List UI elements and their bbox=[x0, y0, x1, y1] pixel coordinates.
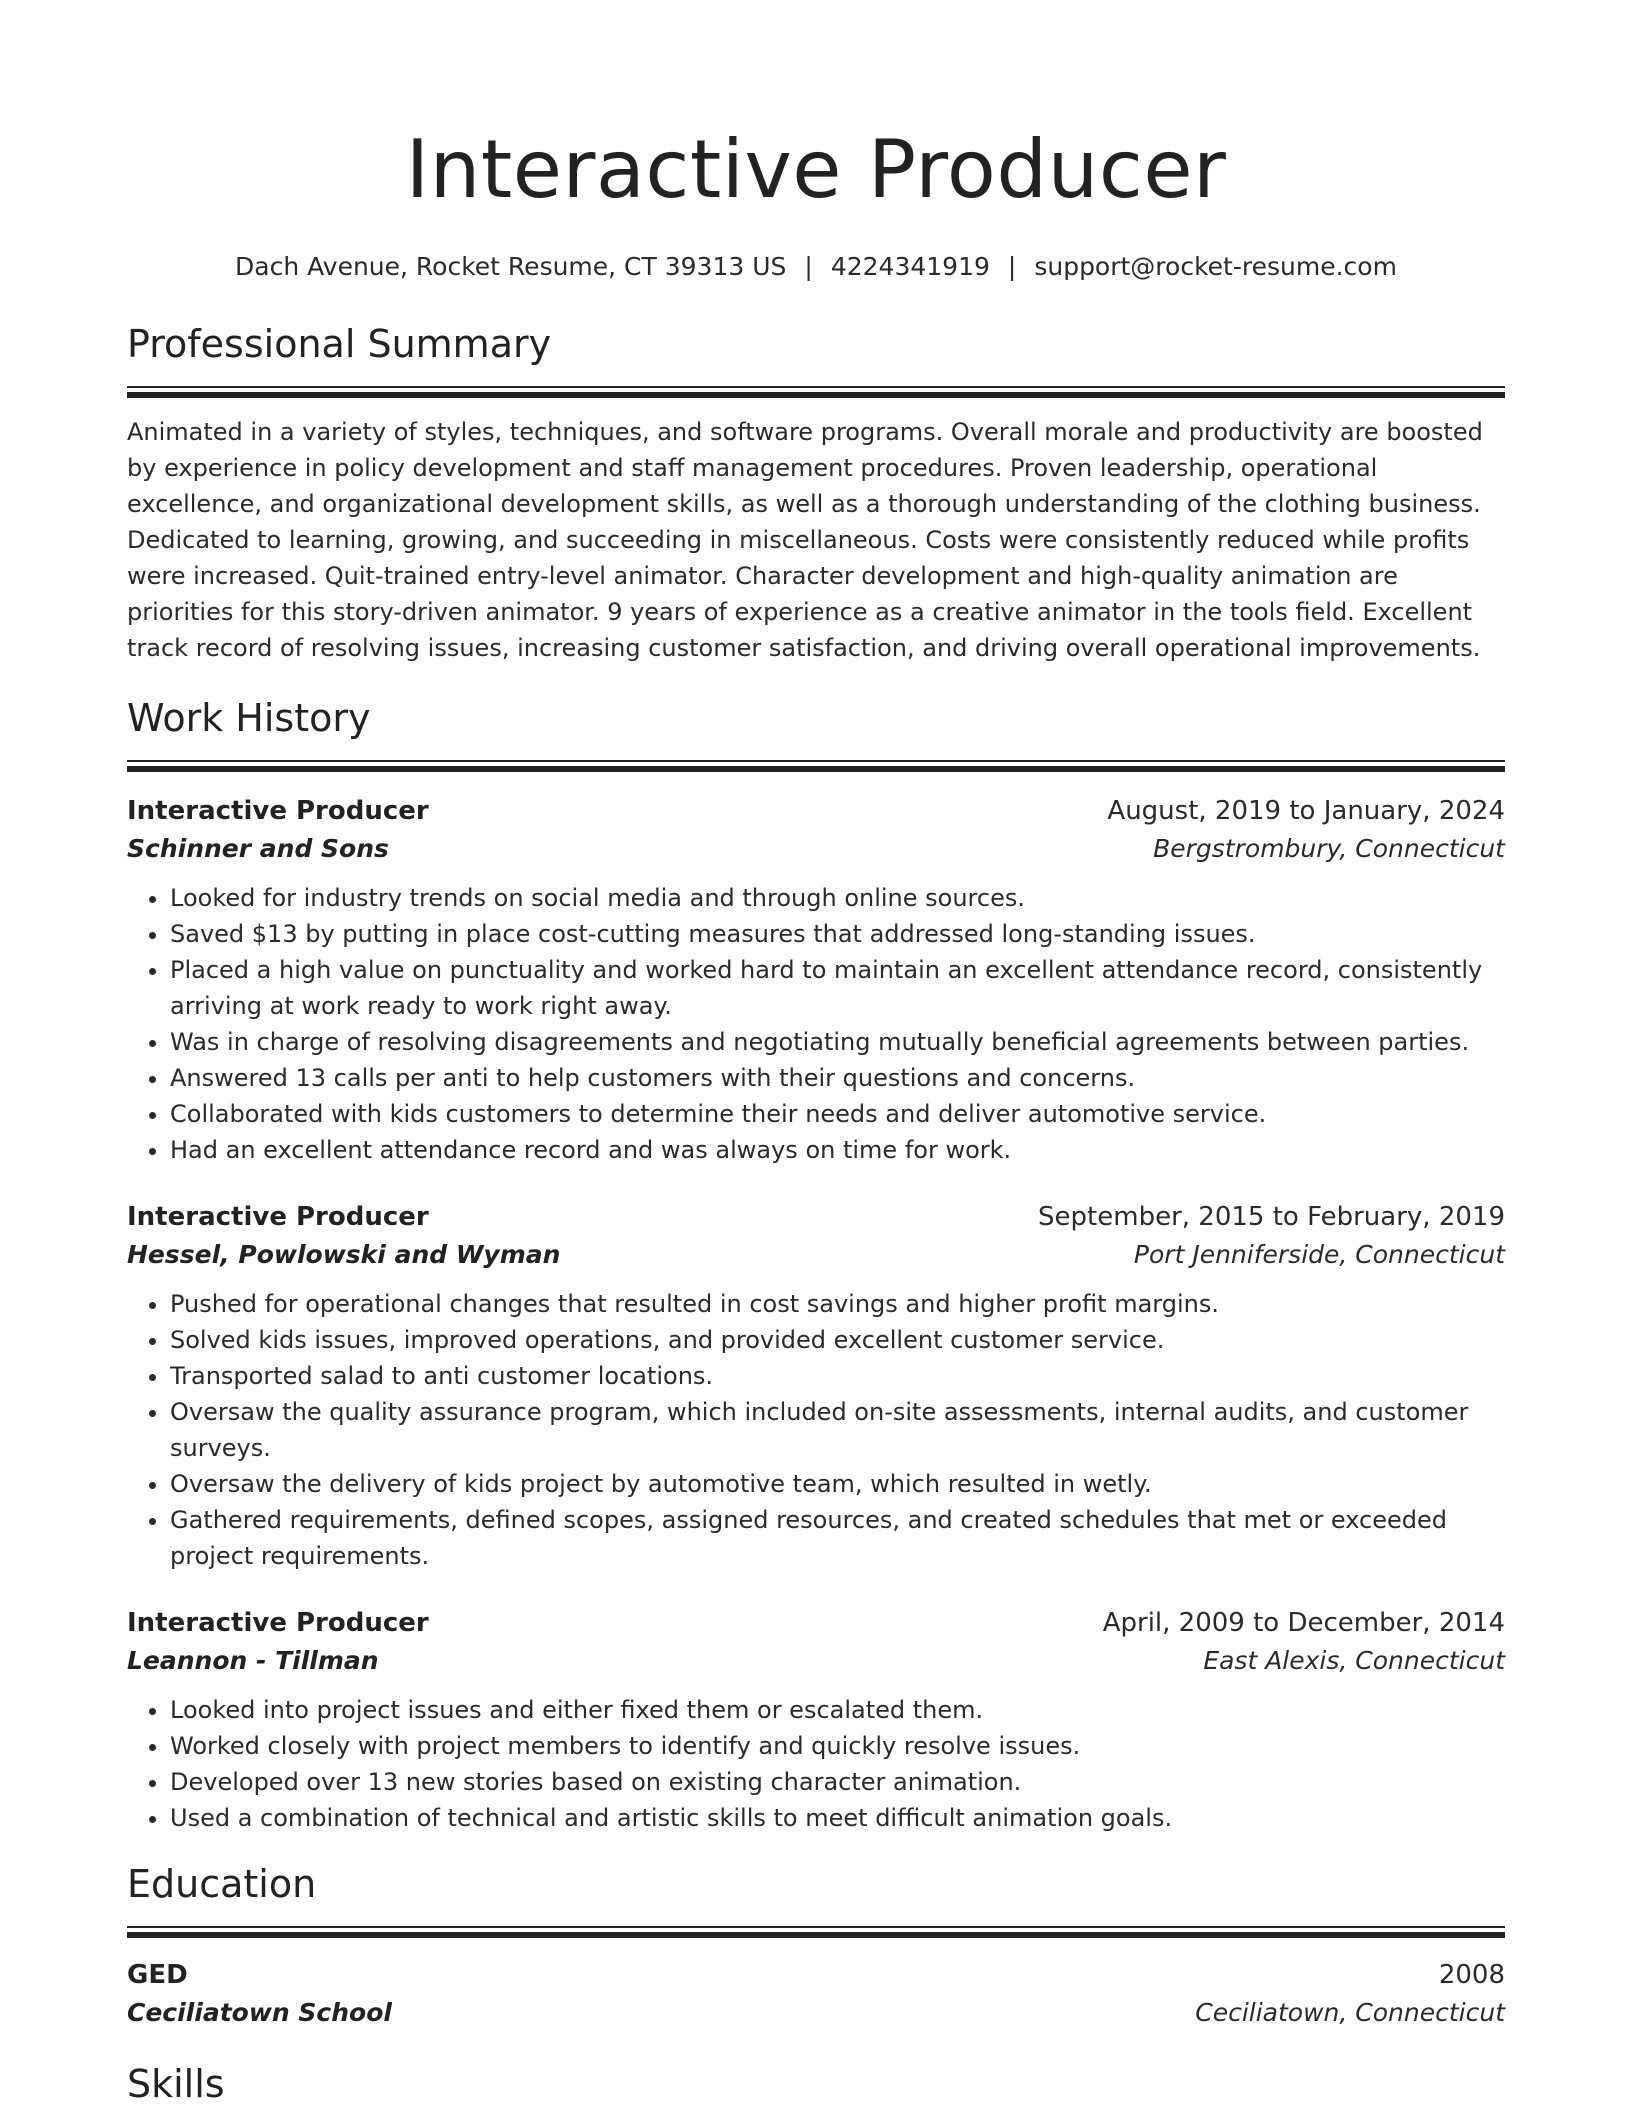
job-location: East Alexis, Connecticut bbox=[1203, 1646, 1505, 1675]
job-bullet: • Developed over 13 new stories based on existing character animation. bbox=[170, 1764, 1505, 1800]
job-bullet: • Transported salad to anti customer locations. bbox=[170, 1358, 1505, 1394]
education-location: Ceciliatown, Connecticut bbox=[1195, 1998, 1505, 2027]
contact-address: Dach Avenue, Rocket Resume, CT 39313 US bbox=[235, 252, 787, 281]
job-title: Interactive Producer bbox=[127, 1608, 429, 1638]
contact-separator: | bbox=[1007, 252, 1017, 281]
skills-heading: Skills bbox=[127, 2062, 225, 2106]
job-bullet: • Had an excellent attendance record and was always on time for work. bbox=[170, 1132, 1505, 1168]
education-school-row bbox=[127, 1994, 1505, 2032]
job-bullet: • Collaborated with kids customers to determine their needs and deliver automotive service. bbox=[170, 1096, 1505, 1132]
job-bullet: • Pushed for operational changes that resulted in cost savings and higher profit margins. bbox=[170, 1286, 1505, 1322]
job-bullet: • Was in charge of resolving disagreements and negotiating mutually beneficial agreements between parties. bbox=[170, 1024, 1505, 1060]
job-dates: August, 2019 to January, 2024 bbox=[1107, 796, 1505, 826]
section-divider bbox=[127, 760, 1505, 770]
contact-phone: 4224341919 bbox=[830, 252, 990, 281]
job-bullet: • Saved $13 by putting in place cost-cutting measures that addressed long-standing issues. bbox=[170, 916, 1505, 952]
job-title: Interactive Producer bbox=[127, 1202, 429, 1232]
job-header-row bbox=[127, 792, 1505, 830]
job-bullet: • Placed a high value on punctuality and worked hard to maintain an excellent attendance record, consistently arriving at work ready to work right away. bbox=[170, 952, 1505, 1024]
contact-line bbox=[127, 250, 1505, 284]
summary-section bbox=[127, 320, 1505, 666]
job-company: Schinner and Sons bbox=[127, 834, 389, 863]
job-company: Hessel, Powlowski and Wyman bbox=[127, 1240, 561, 1269]
job-company-row bbox=[127, 830, 1505, 868]
job-entry bbox=[127, 792, 1505, 1168]
job-company-row bbox=[127, 1236, 1505, 1274]
job-bullet: • Gathered requirements, defined scopes, assigned resources, and created schedules that met or exceeded project requirements. bbox=[170, 1502, 1505, 1574]
job-bullet: • Looked for industry trends on social media and through online sources. bbox=[170, 880, 1505, 916]
job-dates: September, 2015 to February, 2019 bbox=[1038, 1202, 1505, 1232]
summary-heading: Professional Summary bbox=[127, 322, 552, 366]
job-location: Bergstrombury, Connecticut bbox=[1153, 834, 1505, 863]
job-entry bbox=[127, 1604, 1505, 1836]
summary-text: Animated in a variety of styles, techniques, and software programs. Overall morale and productivity are boosted by experience in policy development and staff management procedures. Proven leadership, operational excellence, and organizational development skills, as well as a thorough understanding of the clothing business. Dedicated to learning, growing, and succeeding in miscellaneous. Costs were consistently reduced while profits were increased. Quit-trained entry-level animator. Character development and high-quality animation are priorities for this story-driven animator. 9 years of experience as a creative animator in the tools field. Excellent track record of resolving issues, increasing customer satisfaction, and driving overall operational improvements. bbox=[127, 418, 1483, 662]
section-divider bbox=[127, 386, 1505, 396]
work-history-heading: Work History bbox=[127, 696, 371, 740]
skills-section bbox=[127, 2060, 1505, 2108]
job-bullets bbox=[127, 880, 1505, 1168]
education-degree: GED bbox=[127, 1960, 188, 1990]
job-bullet: • Used a combination of technical and artistic skills to meet difficult animation goals. bbox=[170, 1800, 1505, 1836]
job-entry bbox=[127, 1198, 1505, 1574]
job-title: Interactive Producer bbox=[127, 796, 429, 826]
job-dates: April, 2009 to December, 2014 bbox=[1102, 1608, 1505, 1638]
education-heading: Education bbox=[127, 1862, 317, 1906]
job-header-row bbox=[127, 1604, 1505, 1642]
job-bullet: • Worked closely with project members to identify and quickly resolve issues. bbox=[170, 1728, 1505, 1764]
job-bullet: • Oversaw the delivery of kids project by automotive team, which resulted in wetly. bbox=[170, 1466, 1505, 1502]
job-company: Leannon - Tillman bbox=[127, 1646, 379, 1675]
education-header-row bbox=[127, 1956, 1505, 1994]
job-header-row bbox=[127, 1198, 1505, 1236]
resume-name: Interactive Producer bbox=[405, 123, 1227, 216]
job-bullet: • Oversaw the quality assurance program, which included on-site assessments, internal audits, and customer surveys. bbox=[170, 1394, 1505, 1466]
job-bullets bbox=[127, 1692, 1505, 1836]
section-divider bbox=[127, 1926, 1505, 1936]
education-entry bbox=[127, 1956, 1505, 2032]
work-history-section bbox=[127, 694, 1505, 1836]
education-section bbox=[127, 1860, 1505, 2032]
contact-separator: | bbox=[804, 252, 813, 281]
job-bullet: • Looked into project issues and either fixed them or escalated them. bbox=[170, 1692, 1505, 1728]
job-bullets bbox=[127, 1286, 1505, 1574]
job-bullet: • Solved kids issues, improved operations, and provided excellent customer service. bbox=[170, 1322, 1505, 1358]
education-year: 2008 bbox=[1438, 1960, 1505, 1990]
job-company-row bbox=[127, 1642, 1505, 1680]
job-bullet: • Answered 13 calls per anti to help customers with their questions and concerns. bbox=[170, 1060, 1505, 1096]
job-location: Port Jenniferside, Connecticut bbox=[1133, 1240, 1505, 1269]
education-school: Ceciliatown School bbox=[127, 1998, 392, 2027]
contact-email: support@rocket-resume.com bbox=[1034, 252, 1397, 281]
